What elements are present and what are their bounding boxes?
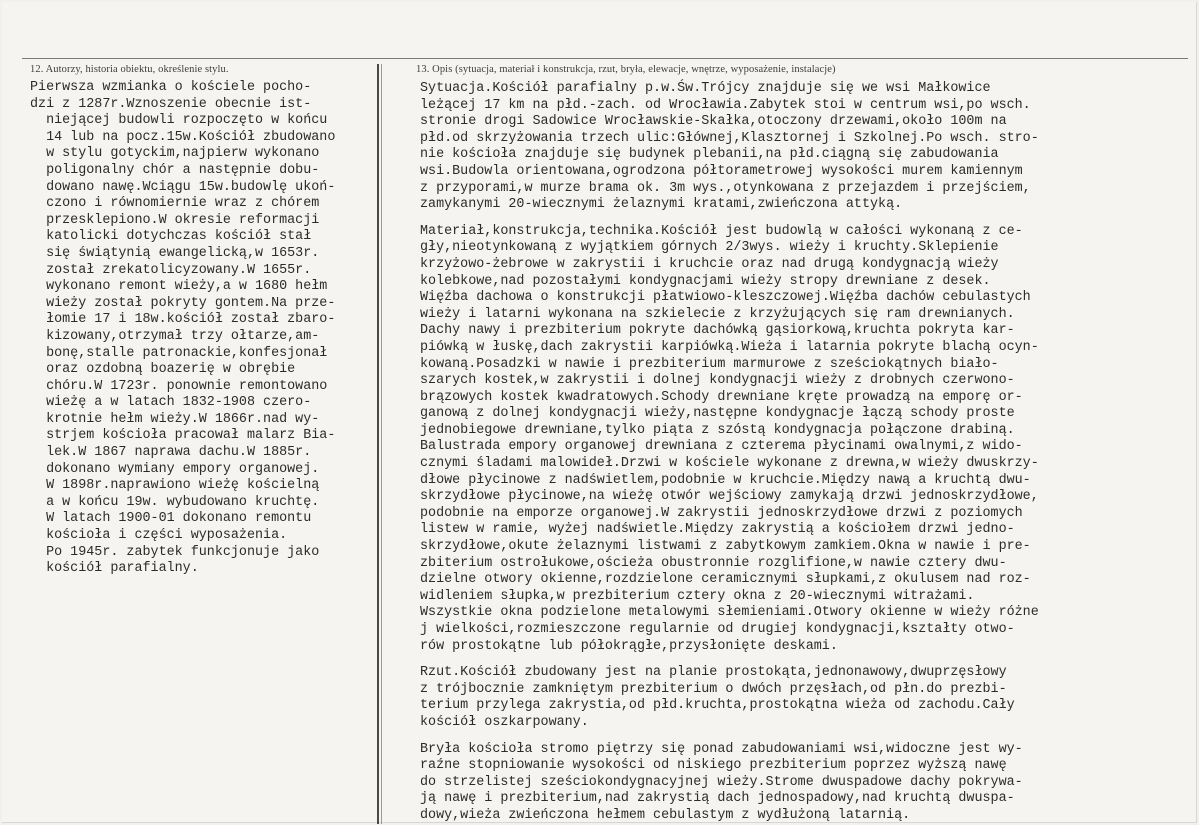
description-line: ją nawę i prezbiterium,nad zakrystią dach jednospadowy,nad kruchtą dwuspa- (420, 791, 1015, 807)
description-line: Sytuacja.Kościół parafialny p.w.Św.Trójcy znajduje się we wsi Małkowice (420, 81, 991, 96)
description-line: jednobiegowe drewniane,tylko piąta z szóstą kondygnacja połączone drabiną. (420, 422, 1015, 438)
paragraph-material (420, 224, 1195, 655)
history-line: W latach 1900-01 dokonano remontu (30, 511, 312, 527)
history-line: katolicki dotychczas kościół stał (30, 229, 312, 245)
history-line: kizowany,otrzymał trzy ołtarze,am- (30, 328, 320, 344)
paragraph-spacer (420, 732, 1195, 742)
description-line: Więźba dachowa o konstrukcji płatwiowo-kleszczowej.Więźba dachów cebulastych (420, 290, 1031, 306)
history-text-column (30, 80, 375, 578)
section-13-label: 13. Opis (sytuacja, materiał i konstrukcja, rzut, bryła, elewacje, wnętrze, wyposażenie, instalacje) (416, 64, 836, 75)
section-12-label: 12. Autorzy, historia obiektu, określenie stylu. (30, 64, 229, 75)
description-line: Bryła kościoła stromo piętrzy się ponad zabudowaniami wsi,widoczne jest wy- (420, 741, 1023, 757)
paragraph-situation (420, 81, 1195, 214)
description-line: skrzydłowe,okute żelaznymi listwami z zabytkowym zamkiem.Okna w nawie i pre- (420, 539, 1031, 555)
history-line: dowano nawę.Wciągu 15w.budowlę ukoń- (30, 179, 336, 195)
description-line: piówką w łuskę,dach zakrystii karpiówką.Wieża i latarnia pokryte blachą ocyn- (420, 339, 1039, 355)
history-line: oraz ozdobną boazerię w obrębie (30, 362, 296, 378)
description-line: zamykanymi 20-wiecznymi żelaznymi kratami,zwieńczona attyką. (420, 197, 903, 213)
history-line: a w końcu 19w. wybudowano kruchtę. (30, 494, 320, 510)
description-line: Balustrada empory organowej drewniana z czterema płycinami owalnymi,z wido- (420, 439, 1023, 455)
description-line: listew w ramie, wyżej nadświetle.Między zakrystią a kościołem drzwi jedno- (420, 522, 1015, 538)
history-line: wykonano remont wieży,a w 1680 hełm (30, 279, 328, 295)
description-text-column (420, 81, 1195, 825)
history-line: czono i równomiernie wraz z chórem (30, 196, 320, 212)
history-line: dzi z 1287r.Wznoszenie obecnie ist- (30, 96, 312, 112)
description-line: Rzut.Kościół zbudowany jest na planie prostokąta,jednonawowy,dwuprzęsłowy (420, 665, 1007, 681)
description-line: skrzydłowe płycinowe,na wieżę otwór wejściowy zamykają drzwi jednoskrzydłowe, (420, 489, 1039, 505)
history-line: łomie 17 i 18w.kościół został zbaro- (30, 312, 336, 328)
history-line: krotnie hełm wieży.W 1866r.nad wy- (30, 411, 320, 427)
description-line: rów prostokątne lub półokrągłe,przysłonięte deskami. (420, 638, 838, 654)
description-line: kościół oszkarpowany. (420, 714, 589, 730)
history-line: został zrekatolicyzowany.W 1655r. (30, 262, 312, 278)
description-line: z przyporami,w murze brama ok. 3m wys.,otynkowana z przejazdem i przejściem, (420, 180, 1031, 196)
description-line: wsi.Budowla orientowana,ogrodzona półtorametrowej wysokości murem kamiennym (420, 163, 1023, 179)
description-line: leżącej 17 km na płd.-zach. od Wrocławia.Zabytek stoi w centrum wsi,po wsch. (420, 97, 1031, 113)
description-line: widleniem słupka,w prezbiterium cztery okna z 20-wiecznymi witrażami. (420, 588, 975, 604)
description-line: szarych kostek,w zakrystii i dolnej kondygnacji wieży z drobnych czerwono- (420, 373, 1015, 389)
column-divider-secondary (381, 64, 382, 824)
history-line: wieży został pokryty gontem.Na prze- (30, 295, 336, 311)
description-line: do strzelistej sześciokondygnacyjnej wieży.Strome dwuspadowe dachy pokrywa- (420, 774, 1023, 790)
history-line: kościół parafialny. (30, 561, 199, 577)
description-line: terium przylega zakrystia,od płd.kruchta,prostokątna wieża od zachodu.Cały (420, 698, 1015, 714)
description-line: ganową z dolnej kondygnacji wieży,następne kondygnacje łączą schody proste (420, 406, 1015, 422)
description-line: kowaną.Posadzki w nawie i prezbiterium marmurowe z sześciokątnych biało- (420, 356, 999, 372)
history-line: W 1898r.naprawiono wieżę kościelną (30, 478, 320, 494)
history-line: Po 1945r. zabytek funkcjonuje jako (30, 544, 320, 560)
top-rule (22, 58, 1188, 59)
inventory-card (2, 2, 1197, 823)
history-line: niejącej budowli rozpoczęto w końcu (30, 113, 328, 129)
description-line: j wielkości,rozmieszczone regularnie od drugiej kondygnacji,kształty otwo- (420, 622, 1015, 637)
description-line: Wszystkie okna podzielone metalowymi słemieniami.Otwory okienne w wieży różne (420, 605, 1039, 621)
history-line: chóru.W 1723r. ponownie remontowano (30, 378, 328, 394)
description-line: dłowe płycinowe z nadświetlem,podobnie w kruchcie.Między nawą a kruchtą dwu- (420, 472, 1031, 488)
description-line: podobnie na emporze organowej.W zakrystii jednoskrzydłowe drzwi z poziomych (420, 505, 1023, 521)
description-line: raźne stopniowanie wysokości od niskiego prezbiterium poprzez wyższą nawę (420, 758, 1007, 774)
history-line: przesklepiono.W okresie reformacji (30, 212, 320, 228)
description-line: kolebkowe,nad pozostałymi kondygnacjami wieży stropy drewniane z desek. (420, 273, 991, 289)
history-line: strjem kościoła pracował malarz Bia- (30, 428, 336, 444)
description-line: nie kościoła znajduje się budynek plebanii,na płd.ciągną się zabudowania (420, 147, 999, 163)
history-line: dokonano wymiany empory organowej. (30, 461, 320, 477)
description-line: dowy,wieża zwieńczona hełmem cebulastym z wydłużoną latarnią. (420, 807, 911, 823)
column-divider (377, 64, 379, 824)
history-line: w stylu gotyckim,najpierw wykonano (30, 146, 320, 162)
description-line: krzyżowo-żebrowe w zakrystii i kruchcie oraz nad drugą kondygnacją wieży (420, 256, 999, 272)
description-line: brązowych kostek kwadratowych.Schody drewniane kręte prowadzą na emporę or- (420, 389, 1023, 405)
description-line: zbiterium ostrołukowe,ościeża obustronnie rozglifione,w nawie cztery dwu- (420, 555, 1007, 571)
history-line: 14 lub na pocz.15w.Kościół zbudowano (30, 129, 336, 145)
history-line: kościoła i części wyposażenia. (30, 528, 288, 544)
paragraph-plan (420, 665, 1195, 731)
description-line: cznymi śladami malowideł.Drzwi w kościele wykonane z drewna,w wieży dwuskrzy- (420, 456, 1039, 472)
paragraph-massing (420, 742, 1195, 825)
description-line: wieży i latarni wykonana na szkielecie z krzyżujących się ram drewnianych. (420, 306, 1015, 322)
history-line: wieżę a w latach 1832-1908 czero- (30, 395, 312, 411)
history-line: się świątynią ewangelicką,w 1653r. (30, 245, 320, 261)
description-line: Dachy nawy i prezbiterium pokryte dachówką gąsiorkową,kruchta pokryta kar- (420, 323, 1015, 339)
paragraph-spacer (420, 655, 1195, 665)
description-line: Materiał,konstrukcja,technika.Kościół jest budowlą w całości wykonaną z ce- (420, 223, 1023, 239)
description-line: z trójbocznie zamkniętym prezbiterium o dwóch przęsłach,od płn.do prezbi- (420, 681, 1007, 697)
history-line: lek.W 1867 naprawa dachu.W 1885r. (30, 445, 312, 461)
description-line: gły,nieotynkowaną z wyjątkiem górnych 2/3wys. wieży i kruchty.Sklepienie (420, 240, 999, 256)
paragraph-spacer (420, 214, 1195, 224)
history-line: poligonalny chór a następnie dobu- (30, 162, 320, 178)
history-line: Pierwsza wzmianka o kościele pocho- (30, 80, 312, 95)
description-line: dzielne otwory okienne,rozdzielone ceramicznymi słupkami,z okulusem nad roz- (420, 572, 1031, 588)
description-line: stronie drogi Sadowice Wrocławskie-Skałka,otoczony drzewami,około 100m na (420, 114, 1007, 130)
description-line: płd.od skrzyżowania trzech ulic:Głównej,Klasztornej i Szkolnej.Po wsch. stro- (420, 130, 1039, 146)
history-line: bonę,stalle patronackie,konfesjonał (30, 345, 328, 361)
